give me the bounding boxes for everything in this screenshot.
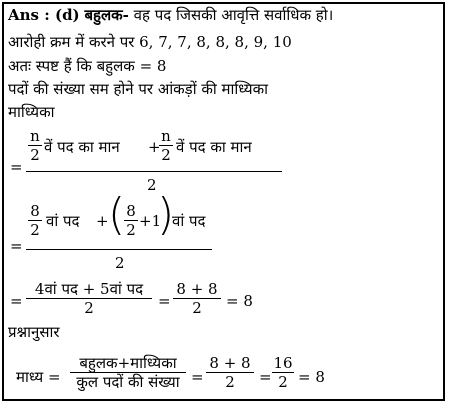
median-result: = 8 bbox=[226, 292, 253, 310]
mean-result: = 8 bbox=[298, 368, 325, 386]
equals-sign-2: = bbox=[158, 292, 171, 310]
n-numerator: n bbox=[30, 127, 40, 145]
answer-definition: वह पद जिसकी आवृत्ति सर्वाधिक हो। bbox=[133, 6, 334, 24]
two-denominator: 2 bbox=[30, 221, 40, 239]
fraction-bar bbox=[26, 171, 282, 172]
denominator: 2 bbox=[192, 299, 202, 317]
equals-sign-1: = bbox=[191, 368, 204, 386]
denominator: 2 bbox=[225, 373, 235, 391]
equals-sign-2: = bbox=[259, 368, 272, 386]
two-denominator: 2 bbox=[126, 221, 136, 239]
denominator: 2 bbox=[147, 176, 157, 194]
denominator: 2 bbox=[115, 254, 125, 272]
term-text-b: वां पद bbox=[172, 212, 206, 230]
denominator: 2 bbox=[278, 373, 288, 391]
numerator: 8 + 8 bbox=[209, 354, 251, 372]
median-intro-line: पदों की संख्या सम होने पर आंकड़ों की माध्यिका bbox=[8, 80, 269, 98]
sum-fraction bbox=[173, 281, 221, 316]
equals-sign: = bbox=[10, 292, 23, 310]
eight-numerator: 8 bbox=[30, 202, 40, 220]
n-over-2-b bbox=[159, 128, 173, 163]
left-paren: ( bbox=[108, 189, 126, 240]
term-text-a: वें पद का मान bbox=[44, 138, 120, 156]
numerator: 16 bbox=[273, 354, 293, 372]
two-denominator: 2 bbox=[30, 146, 40, 164]
eight-over-2 bbox=[28, 203, 42, 238]
answer-line bbox=[8, 6, 333, 24]
plus-sign: + bbox=[96, 212, 109, 230]
eight-over-2-inner bbox=[124, 203, 138, 238]
fraction-bar bbox=[26, 249, 212, 250]
eight-numerator: 8 bbox=[126, 202, 136, 220]
two-denominator: 2 bbox=[161, 146, 171, 164]
mean-lhs: माध्य = bbox=[16, 368, 61, 386]
equals-sign: = bbox=[10, 237, 23, 255]
mode-line: अतः स्पष्ट हैं कि बहुलक = 8 bbox=[8, 57, 167, 75]
plus-sign: + bbox=[148, 138, 161, 156]
numerator: बहुलक+माध्यिका bbox=[79, 354, 177, 372]
plus-one: +1 bbox=[139, 212, 162, 230]
ascending-line: आरोही क्रम में करने पर 6, 7, 7, 8, 8, 8, 9, 10 bbox=[8, 33, 292, 51]
term-text-b: वें पद का मान bbox=[176, 138, 252, 156]
n-over-2-a bbox=[28, 128, 42, 163]
answer-term: बहुलक- bbox=[84, 6, 129, 24]
right-paren: ) bbox=[157, 189, 175, 240]
positions-fraction bbox=[26, 281, 152, 316]
denominator: कुल पदों की संख्या bbox=[76, 373, 180, 391]
numerator: 4वां पद + 5वां पद bbox=[34, 280, 144, 298]
term-text-a: वां पद bbox=[46, 212, 80, 230]
equals-sign: = bbox=[10, 158, 23, 176]
median-word: माध्यिका bbox=[8, 103, 55, 121]
sixteen-over-two bbox=[272, 355, 294, 390]
denominator: 2 bbox=[84, 299, 94, 317]
mean-fraction bbox=[70, 355, 186, 390]
answer-label: Ans : (d) bbox=[8, 6, 80, 24]
numerator: 8 + 8 bbox=[176, 280, 218, 298]
according-to-question: प्रश्नानुसार bbox=[8, 323, 60, 341]
sum-fraction bbox=[206, 355, 254, 390]
n-numerator: n bbox=[161, 127, 171, 145]
